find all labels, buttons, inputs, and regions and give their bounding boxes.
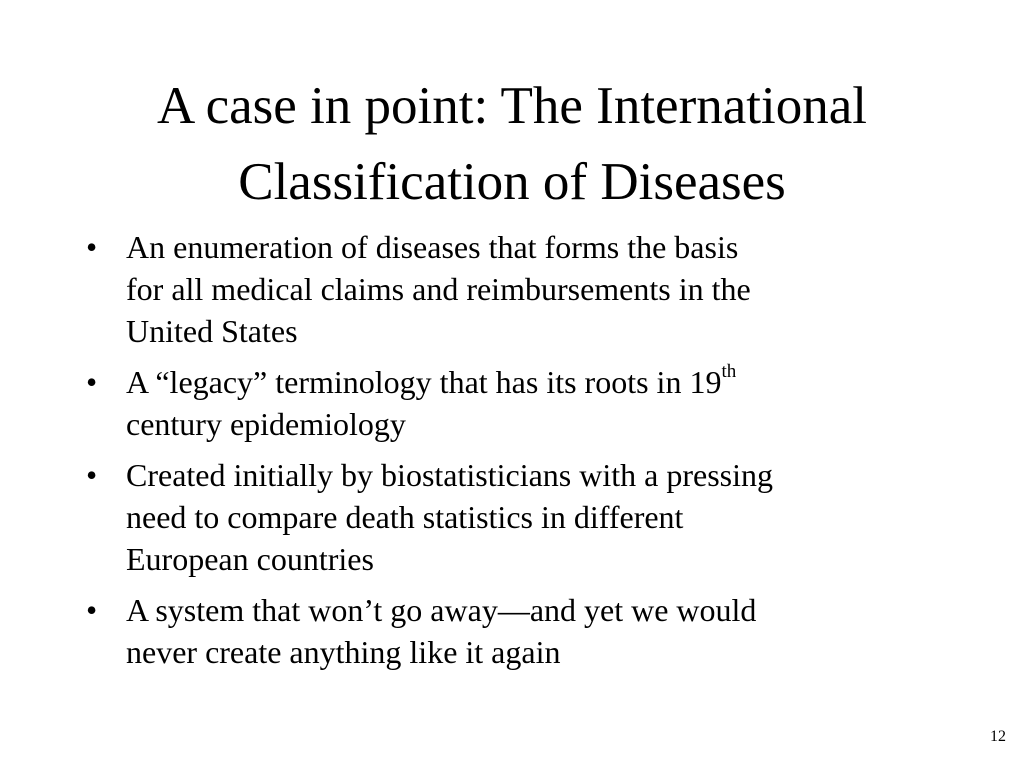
bullet-text-line: United States [126, 313, 298, 349]
superscript-ordinal: th [721, 361, 737, 383]
bullet-dot-icon: • [86, 457, 98, 493]
bullet-item [86, 454, 946, 580]
slide-title [0, 68, 1024, 220]
bullet-text-line: European countries [126, 541, 374, 577]
slide-title-line: A case in point: The International [157, 77, 867, 135]
bullet-text-line: never create anything like it again [126, 634, 561, 670]
bullet-item [86, 589, 946, 673]
bullet-dot-icon: • [86, 229, 98, 265]
bullet-text: A “legacy” terminology that has its roots in 19 [126, 364, 722, 400]
bullet-text-line: A system that won’t go away—and yet we would [126, 592, 757, 628]
bullet-text-line: An enumeration of diseases that forms the basis [126, 229, 739, 265]
bullet-text-line: century epidemiology [126, 406, 406, 442]
bullet-dot-icon: • [86, 364, 98, 400]
bullet-text-line: for all medical claims and reimbursements in the [126, 271, 751, 307]
slide-number: 12 [990, 728, 1006, 745]
bullet-text-line [126, 361, 946, 403]
bullet-list [86, 226, 946, 682]
bullet-item [86, 226, 946, 352]
bullet-text-line: need to compare death statistics in different [126, 499, 684, 535]
bullet-text-line: Created initially by biostatisticians with a pressing [126, 457, 773, 493]
bullet-item [86, 361, 946, 445]
bullet-dot-icon: • [86, 592, 98, 628]
slide-title-line: Classification of Diseases [238, 153, 786, 211]
